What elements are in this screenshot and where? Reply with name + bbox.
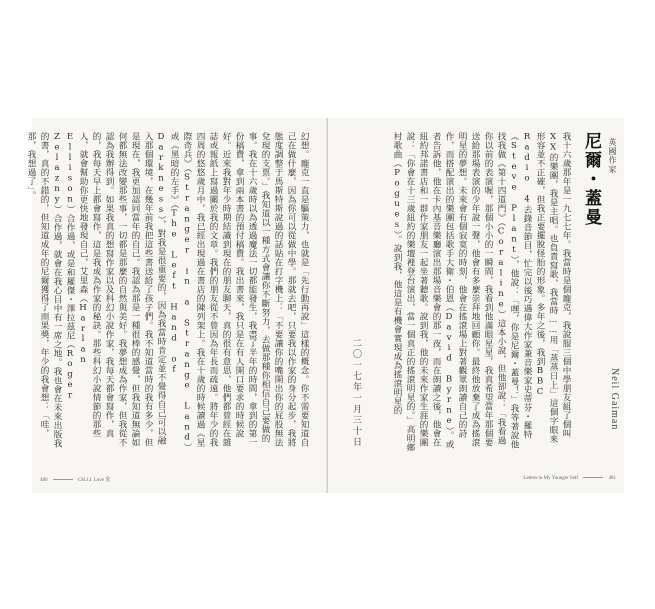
letter-author-subtitle: 英國作家 — [608, 138, 617, 174]
left-page — [26, 118, 328, 493]
left-page-number: 480 — [40, 478, 48, 483]
right-page-number: 481 — [608, 476, 616, 481]
letter-author-english-name: Neil Gaiman — [609, 368, 620, 431]
book-spread — [0, 118, 655, 493]
letter-date: 二〇一七年一月三十日 — [351, 338, 361, 448]
right-page-body-text: 我十六歲那年是一九七七年。我當時是個龐克，我說服三個中學朋友組了個叫XX的樂團，我是主唱。也負責寫歌，我當時……用「蒸蒸日上」這個字眼來形容並不正確，但我正要擺脫怪胎的形象。多年之後，我到BBC Radio 4去錄音節目，忙完以後巧遇偉大作家兼音樂家史蒂芬・羅特（Steve Plant），他說：「嘿，你是尼爾・蓋曼！」我等著說他找我做《第十四道門》（Coraline）這本小說，但他卻說：「我看過你以前的表演喔，那個小小的一瞬間，我看到他滿眼星星，我真希望當年那個要送給那場表演的少年說一聲，他會有多麼崇拜地回顧你。最終他放棄了成為搖滾明星的夢想。未來會有個寂寞的時刻，他會在搖滾場上對著觀眾朗讀自己的詩作，而搭配演出的樂團包括歌手大衛・伯恩（David Byrne）。或者告訴他，他在卡內基音樂廳演出那場音樂會的那一夜，而在朗讀之後，他會在紐約邦諾書店和一群作家朋友一起坐著聽歌。說到我，他的未來作家生涯的樂團說：「你會在十三歲紐約的樂壇裡登台演出，當一個真正的搖滾明星的。」高明鄉村歌曲（Pogues）。說到我，他這是有機會實現成為搖滾明星的 — [392, 132, 571, 452]
right-page — [328, 118, 624, 493]
right-page-footer — [523, 476, 616, 481]
letter-author-title: 尼爾・蓋曼 — [581, 132, 601, 227]
left-page-body-text: 幻想。龐克一直是驅策力，也就是「先行動再說」這樣的概念。你不需要知道自己在做什麼，因為你可以從做中學。那就去吧，只要我以作家的身分起步，我將態度調整于馬斯特斯說過的話貼在打字機上：「不要讓你的嘴開出你的屁股無法兌現的支票。」我知道以一種方式會讓你不斷努力，去做那種你相信自己要做的事。我在十六歲時以為透過魔法一切都能發生，我盡了半年的時間，拿到的第一份稿費，拿到兩本書的預付稿費。我出書來，我只是在有人開口要求的時候說好。近來我對年少時期結識到現在的朋友聊天，真的很有意思，他們都曾經在雜誌或報紙上寫過關於我的文章。我們的朋友從不曾因為年長而疏遠。將年少的我四周的悠悠歲月中，我已經出現過在書店的陳列架上。我在十歲的時候讀過《星際奇兵》（Stranger in a Strange Land）或《黑暗的左手》（The Left Hand of Darkness），對我是很重要的，因為我當時肯定並不覺得自己可以融入那個環境，在幾年前我把這些書送給了孩子們。我不知道當時的我有多少，但是現在，我更加認同當年的自己。我認為那是一種很棒的感覺，但我知道無論如何都無法改變那些事，一切都是那麼的自然與美好。我夢想成為作家，但我從不認為我辦得到。如果我真的想寫作家以及科幻小說作家，我每天都會寫作，真的，我每天早上都會寫作，這是我成為作家的秘訣。那些科幻小說情節的那些人，就會幫助你更快地發現自己，艾里森（Harlan Ellison）合作過，或是和羅傑・澤拉茲尼（Roger Zelazny）合作過，就會在我心目中有一席之地。我也會在未來出版我的書，真的不錯的，但知道成年的尼爾獲得了雨果獎，年少的我會想：「哇，那，我想過了」。 — [26, 132, 309, 448]
footer-rule — [53, 479, 73, 480]
footer-rule — [583, 477, 603, 478]
right-page-running-title: Letters to My Younger Self — [523, 476, 578, 481]
left-page-running-title: CH.13. Love 愛 — [78, 478, 111, 483]
left-page-footer — [40, 476, 110, 483]
